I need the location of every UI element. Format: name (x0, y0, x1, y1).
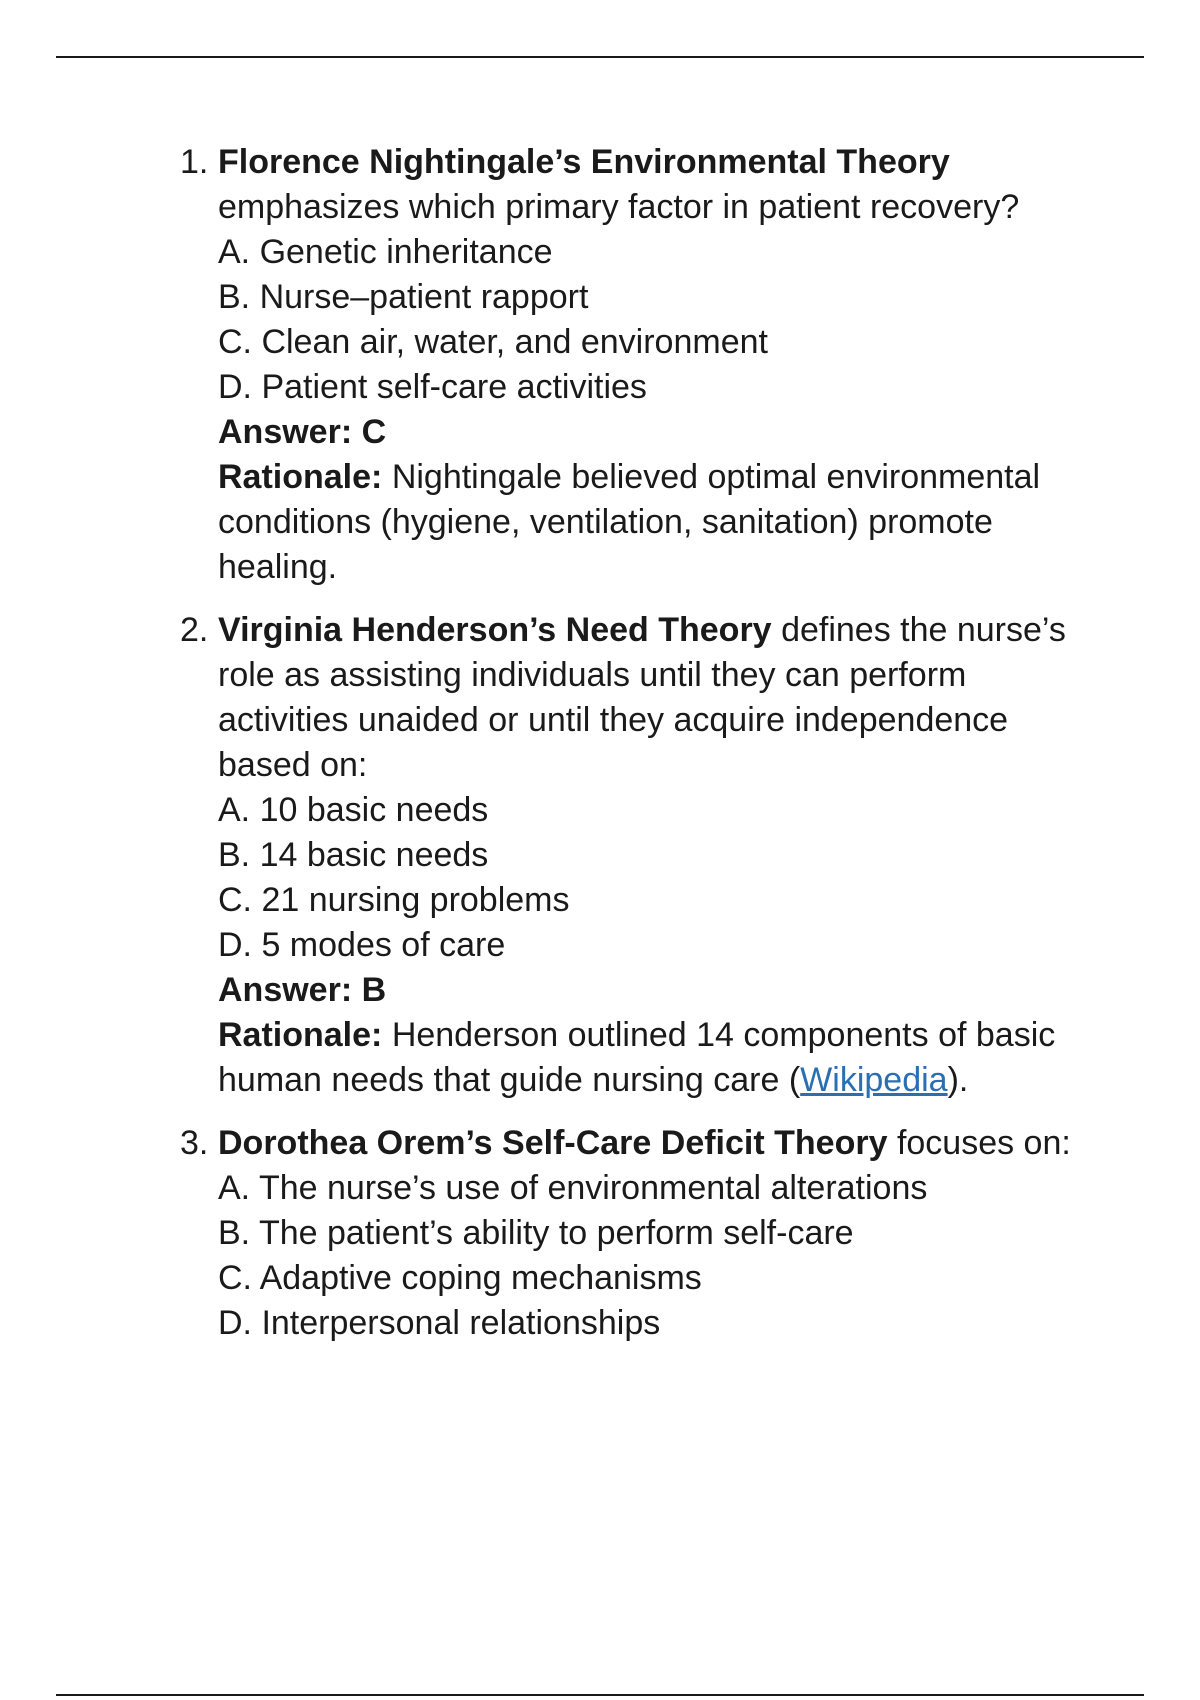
wikipedia-link[interactable]: Wikipedia (800, 1061, 948, 1099)
question-stem: defines the nurse’s role as assisting individuals until they can perform activities unaided or until they acquire independence based on: (218, 611, 1066, 784)
option-d: D. Interpersonal relationships (218, 1304, 661, 1342)
question-title: Florence Nightingale’s Environmental Theory (218, 143, 950, 181)
rationale-link-open: ( (788, 1061, 801, 1099)
rationale-link-close: ). (947, 1061, 969, 1099)
option-d: D. 5 modes of care (218, 926, 506, 964)
rationale-label: Rationale: (218, 458, 383, 496)
option-c: C. Adaptive coping mechanisms (218, 1259, 702, 1297)
question-number: 1. (180, 143, 209, 181)
rationale-text: Henderson outlined 14 components of basic human needs that guide nursing care (218, 1016, 1056, 1099)
document-body (0, 140, 1200, 1364)
option-a: A. 10 basic needs (218, 791, 489, 829)
option-a: A. The nurse’s use of environmental alterations (218, 1169, 928, 1207)
top-rule (56, 56, 1144, 58)
option-b: B. The patient’s ability to perform self-care (218, 1214, 854, 1252)
answer-line (218, 968, 1080, 1013)
answer-label: Answer: (218, 971, 353, 1009)
rationale-label: Rationale: (218, 1016, 383, 1054)
question-2 (0, 608, 1200, 1103)
question-title: Dorothea Orem’s Self-Care Deficit Theory (218, 1124, 888, 1162)
answer-line (218, 410, 1080, 455)
question-number: 2. (180, 611, 209, 649)
answer-value: C (361, 413, 387, 451)
answer-label: Answer: (218, 413, 353, 451)
question-3 (0, 1121, 1200, 1346)
option-b: B. 14 basic needs (218, 836, 489, 874)
bottom-rule (56, 1694, 1144, 1696)
rationale-text: Nightingale believed optimal environmental conditions (hygiene, ventilation, sanitation) promote healing. (218, 458, 1041, 586)
question-title: Virginia Henderson’s Need Theory (218, 611, 772, 649)
option-c: C. Clean air, water, and environment (218, 323, 768, 361)
option-d: D. Patient self-care activities (218, 368, 647, 406)
answer-value: B (361, 971, 387, 1009)
question-1 (0, 140, 1200, 590)
rationale-line (218, 1013, 1080, 1103)
option-a: A. Genetic inheritance (218, 233, 553, 271)
option-c: C. 21 nursing problems (218, 881, 570, 919)
question-number: 3. (180, 1124, 209, 1162)
question-stem: emphasizes which primary factor in patient recovery? (218, 188, 1020, 226)
rationale-line (218, 455, 1080, 590)
option-b: B. Nurse–patient rapport (218, 278, 589, 316)
question-stem: focuses on: (896, 1124, 1071, 1162)
